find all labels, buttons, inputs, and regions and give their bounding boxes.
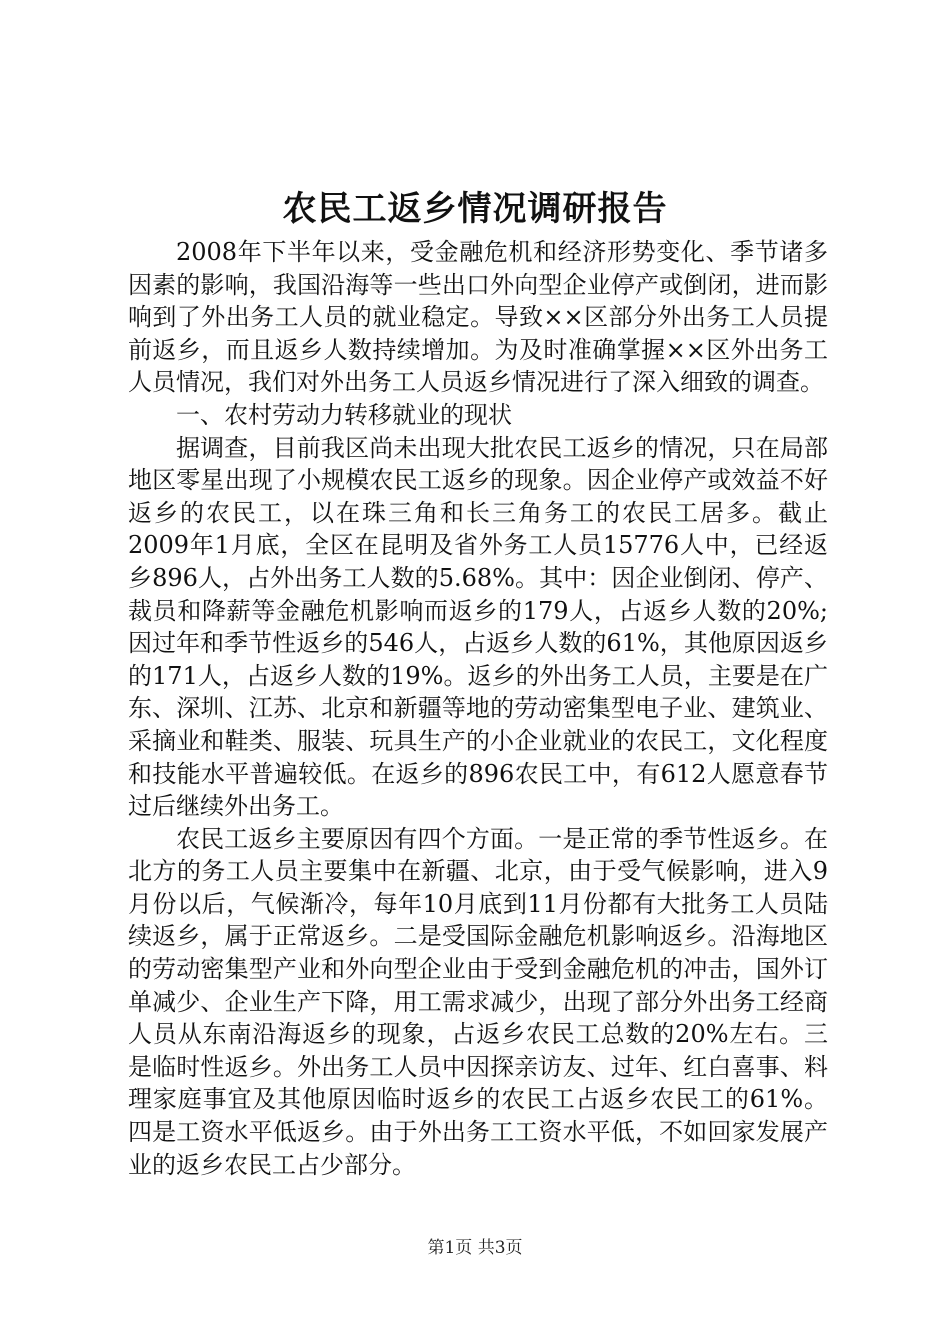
section-heading: 一、农村劳动力转移就业的现状 (176, 400, 512, 429)
document-body (128, 236, 828, 1181)
page-number-footer: 第1页 共3页 (427, 1238, 523, 1258)
document-title: 农民工返乡情况调研报告 (282, 189, 668, 229)
survey-paragraph: 据调查，目前我区尚未出现大批农民工返乡的情况，只在局部地区零星出现了小规模农民工返乡的现象。因企业停产或效益不好返乡的农民工，以在珠三角和长三角务工的农民工居多。截止2009年1月底，全区在昆明及省外务工人员15776人中，已经返乡896人，占外出务工人数的5.68%。其中：因企业倒闭、停产、裁员和降薪等金融危机影响而返乡的179人，占返乡人数的20%;因过年和季节性返乡的546人，占返乡人数的61%，其他原因返乡的171人，占返乡人数的19%。返乡的外出务工人员，主要是在广东、深圳、江苏、北京和新疆等地的劳动密集型电子业、建筑业、采摘业和鞋类、服装、玩具生产的小企业就业的农民工，文化程度和技能水平普遍较低。在返乡的896农民工中，有612人愿意春节过后继续外出务工。 (128, 433, 828, 821)
reasons-paragraph: 农民工返乡主要原因有四个方面。一是正常的季节性返乡。在北方的务工人员主要集中在新疆、北京，由于受气候影响，进入9月份以后，气候渐冷，每年10月底到11月份都有大批务工人员陆续返乡，属于正常返乡。二是受国际金融危机影响返乡。沿海地区的劳动密集型产业和外向型企业由于受到金融危机的冲击，国外订单减少、企业生产下降，用工需求减少，出现了部分外出务工经商人员从东南沿海返乡的现象，占返乡农民工总数的20%左右。三是临时性返乡。外出务工人员中因探亲访友、过年、红白喜事、料理家庭事宜及其他原因临时返乡的农民工占返乡农民工的61%。四是工资水平低返乡。由于外出务工工资水平低，不如回家发展产业的返乡农民工占少部分。 (128, 824, 828, 1179)
intro-paragraph: 2008年下半年以来，受金融危机和经济形势变化、季节诸多因素的影响，我国沿海等一些出口外向型企业停产或倒闭，进而影响到了外出务工人员的就业稳定。导致××区部分外出务工人员提前返乡，而且返乡人数持续增加。为及时准确掌握××区外出务工人员情况，我们对外出务工人员返乡情况进行了深入细致的调查。 (128, 238, 828, 397)
